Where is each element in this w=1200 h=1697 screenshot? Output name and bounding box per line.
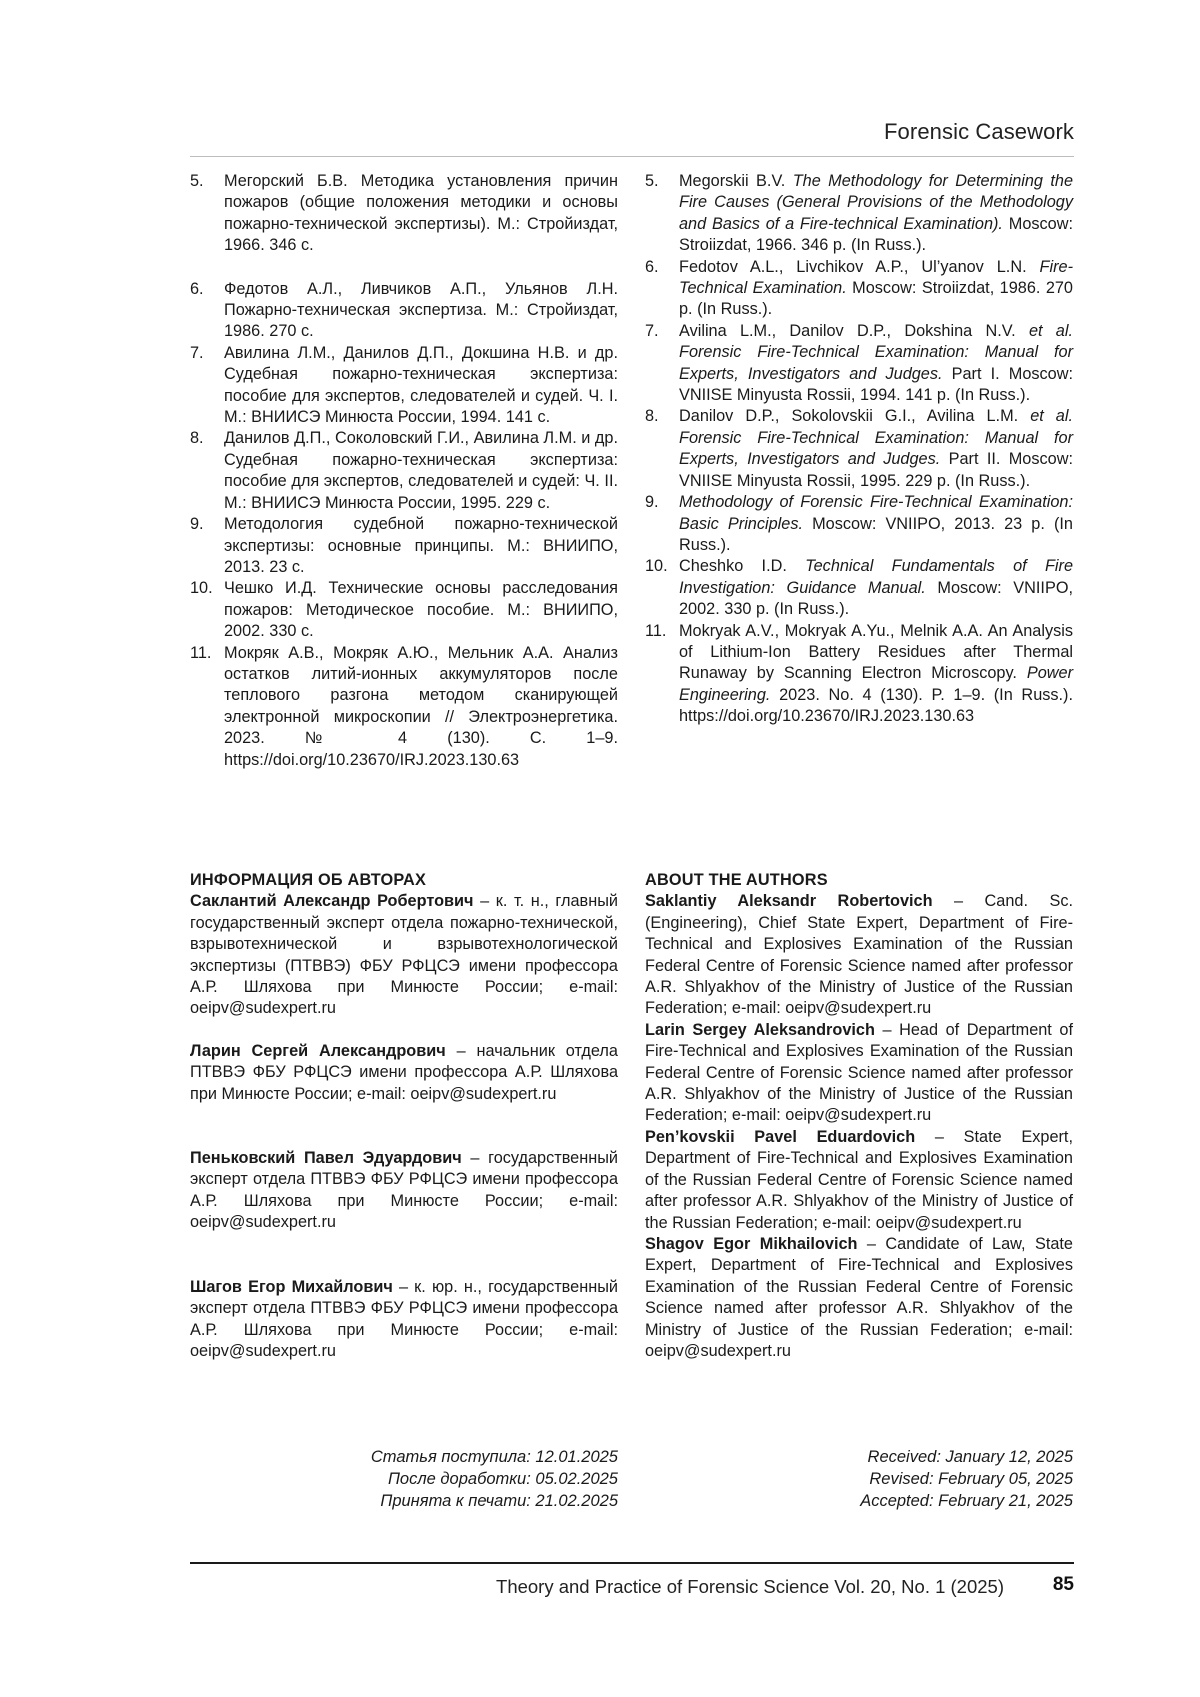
author-entry — [645, 1127, 1073, 1234]
reference-publisher: Part I. Moscow: VNIISE Minyusta Rossii, 1994. 141 p. (In Russ.). — [679, 364, 1073, 405]
reference-publisher: Moscow: Stroiizdat, 1986. 270 p. (In Russ.). — [679, 279, 1073, 319]
reference-item — [190, 643, 618, 771]
author-details: – State Expert, Department of Fire-Technical and Explosives Examination of the Russian Federal Centre of Forensic Science named after professor A.R. Shlyakhov of the Ministry of Justice of the Russian Federation; e-mail: oeipv@sudexpert.ru — [645, 1127, 1073, 1232]
revised-date: Revised: February 05, 2025 — [869, 1470, 1073, 1488]
reference-text: Мегорский Б.В. Методика установления причин пожаров (общие положения методики и основы пожарно-технической экспертизы). М.: Стройиздат, 1966. 346 с. — [224, 172, 618, 255]
section-title: ИНФОРМАЦИЯ ОБ АВТОРАХ — [190, 871, 427, 889]
received-date: Статья поступила: 12.01.2025 — [370, 1448, 618, 1466]
reference-title: Methodology of Forensic Fire-Technical Examination: Basic Principles. — [679, 493, 1073, 533]
author-entry — [190, 1148, 618, 1234]
reference-number: 8. — [645, 407, 659, 426]
reference-number: 5. — [190, 172, 204, 190]
author-entry — [190, 1277, 618, 1363]
reference-text: Чешко И.Д. Технические основы расследования пожаров: Методическое пособие. М.: ВНИИПО, 2002. 330 с. — [224, 579, 618, 641]
author-name: Shagov Egor Mikhailovich — [645, 1234, 858, 1253]
reference-item — [645, 257, 1073, 321]
reference-item — [190, 514, 618, 578]
author-name: Larin Sergey Aleksandrovich — [645, 1020, 875, 1039]
section-title: ABOUT THE AUTHORS — [645, 871, 828, 889]
reference-number: 7. — [645, 321, 659, 340]
reference-number: 6. — [645, 257, 659, 276]
author-details: – Head of Department of Fire-Technical and Explosives Examination of the Russian Federal Centre of Forensic Science named after professor A.R. Shlyakhov of the Ministry of Justice of the Russian Federation; e-mail: oeipv@sudexpert.ru — [645, 1020, 1073, 1125]
author-details: – к. юр. н., государственный эксперт отдела ПТВВЭ ФБУ РФЦСЭ имени профессора А.Р. Шляхова при Минюсте России; e-mail: oeipv@sudexpert.ru — [190, 1277, 618, 1360]
author-name: Пеньковский Павел Эдуардович — [190, 1149, 462, 1168]
reference-item — [190, 171, 618, 257]
reference-text: Данилов Д.П., Соколовский Г.И., Авилина Л.М. и др. Судебная пожарно-техническая экспертиза: пособие для экспертов, следователей и судей: Ч. II. М.: ВНИИСЭ Минюста России, 1995. 229 с. — [224, 429, 618, 512]
reference-item — [645, 406, 1073, 492]
author-entry — [645, 891, 1073, 1019]
authors-en — [645, 870, 1073, 1362]
author-entry — [645, 1234, 1073, 1362]
reference-number: 8. — [190, 429, 204, 448]
reference-authors: Avilina L.M., Danilov D.P., Dokshina N.V. — [679, 321, 1029, 340]
reference-item — [645, 621, 1073, 728]
author-entry — [190, 891, 618, 1019]
reference-authors: Danilov D.P., Sokolovskii G.I., Avilina L.M. — [679, 407, 1031, 426]
author-name: Ларин Сергей Александрович — [190, 1041, 446, 1060]
journal-citation: Theory and Practice of Forensic Science Vol. 20, No. 1 (2025) — [496, 1576, 1004, 1597]
reference-item — [645, 556, 1073, 620]
references-ru — [190, 171, 618, 771]
page-number: 85 — [1052, 1574, 1074, 1595]
reference-publisher: Moscow: VNIIPO, 2013. 23 p. (In Russ.). — [679, 514, 1073, 554]
reference-item — [645, 171, 1073, 257]
reference-item — [190, 428, 618, 514]
author-entry — [645, 1020, 1073, 1127]
author-details: – к. т. н., главный государственный эксперт отдела пожарно-технической, взрывотехнической и взрывотехнологической экспертизы (ПТВВЭ) ФБУ РФЦСЭ имени профессора А.Р. Шляхова при Минюсте России; e-mail: oeipv@sudexpert.ru — [190, 892, 618, 1018]
reference-number: 5. — [645, 172, 659, 190]
reference-publisher: Part II. Moscow: VNIISE Minyusta Rossii, 1995. 229 p. (In Russ.). — [679, 450, 1073, 490]
reference-title: The Methodology for Determining the Fire Causes (General Provisions of the Methodology and Basics of a Fire-technical Examination). — [679, 172, 1073, 233]
revised-date: После доработки: 05.02.2025 — [387, 1470, 618, 1488]
reference-item — [190, 578, 618, 642]
reference-number: 9. — [645, 493, 659, 512]
reference-title: et al. Forensic Fire-Technical Examination: Manual for Experts, Investigators and Judges. — [679, 407, 1073, 469]
reference-item — [645, 492, 1073, 556]
reference-number: 7. — [190, 343, 204, 362]
author-details: – Cand. Sc. (Engineering), Chief State Expert, Department of Fire-Technical and Explosives Examination of the Russian Federal Centre of Forensic Science named after professor A.R. Shlyakhov of the Ministry of Justice of the Russian Federation; e-mail: oeipv@sudexpert.ru — [645, 892, 1073, 1018]
author-name: Pen’kovskii Pavel Eduardovich — [645, 1127, 916, 1146]
references-en — [645, 171, 1073, 728]
header-rule — [190, 156, 1074, 157]
reference-title: Technical Fundamentals of Fire Investigation: Guidance Manual. — [679, 557, 1074, 597]
reference-number: 10. — [190, 579, 213, 598]
reference-publisher: Moscow: VNIIPO, 2002. 330 p. (In Russ.). — [679, 578, 1074, 619]
received-date: Received: January 12, 2025 — [867, 1448, 1073, 1466]
author-details: – Candidate of Law, State Expert, Department of Fire-Technical and Explosives Examination of the Russian Federal Centre of Forensic Science named after professor A.R. Shlyakhov of the Ministry of Justice of the Russian Federation; e-mail: oeipv@sudexpert.ru — [645, 1234, 1073, 1360]
author-entry — [190, 1041, 618, 1105]
reference-authors: Megorskii B.V. — [679, 172, 793, 190]
reference-item — [190, 343, 618, 429]
running-head: Forensic Casework — [884, 119, 1074, 144]
reference-publisher: 2023. No. 4 (130). P. 1–9. (In Russ.). https://doi.org/10.23670/IRJ.2023.130.63 — [679, 685, 1073, 726]
reference-item — [190, 279, 618, 343]
reference-item — [645, 321, 1073, 407]
reference-title: Power Engineering. — [679, 664, 1073, 704]
reference-text: Методология судебной пожарно-технической экспертизы: основные принципы. М.: ВНИИПО, 2013. 23 с. — [224, 515, 618, 576]
author-name: Саклантий Александр Робертович — [190, 892, 474, 911]
reference-number: 10. — [645, 557, 668, 576]
author-details: – государственный эксперт отдела ПТВВЭ ФБУ РФЦСЭ имени профессора А.Р. Шляхова при Минюсте России; e-mail: oeipv@sudexpert.ru — [190, 1149, 618, 1232]
accepted-date: Accepted: February 21, 2025 — [860, 1492, 1073, 1510]
reference-authors: Cheshko I.D. — [679, 557, 806, 576]
reference-text: Авилина Л.М., Данилов Д.П., Докшина Н.В. и др. Судебная пожарно-техническая экспертиза: пособие для экспертов, следователей и судей. Ч. I. М.: ВНИИСЭ Минюста России, 1994. 141 с. — [224, 343, 618, 427]
article-dates-ru — [190, 1446, 618, 1512]
reference-text: Мокряк А.В., Мокряк А.Ю., Мельник А.А. Анализ остатков литий-ионных аккумуляторов после теплового разгона методом сканирующей электронной микроскопии // Электроэнергетика. 2023. № 4 (130). С. 1–9. https://doi.org/10.23670/IRJ.2023.130.63 — [224, 643, 618, 769]
reference-number: 6. — [190, 279, 204, 298]
article-dates-en — [645, 1446, 1073, 1512]
footer-rule — [190, 1562, 1074, 1564]
reference-number: 11. — [190, 643, 212, 662]
reference-publisher: Moscow: Stroiizdat, 1966. 346 p. (In Russ.). — [679, 214, 1073, 255]
reference-authors: Fedotov A.L., Livchikov A.P., Ul’yanov L.N. — [679, 257, 1040, 276]
reference-number: 11. — [645, 621, 667, 640]
reference-title: Fire-Technical Examination. — [679, 257, 1073, 298]
author-name: Шагов Егор Михайлович — [190, 1277, 393, 1296]
reference-title: et al. Forensic Fire-Technical Examination: Manual for Experts, Investigators and Judges. — [679, 321, 1073, 383]
reference-text: Федотов А.Л., Ливчиков А.П., Ульянов Л.Н. Пожарно-техническая экспертиза. М.: Стройиздат, 1986. 270 с. — [224, 279, 618, 341]
author-name: Saklantiy Aleksandr Robertovich — [645, 892, 933, 911]
authors-ru — [190, 870, 618, 1362]
reference-authors: Mokryak A.V., Mokryak A.Yu., Melnik A.A. An Analysis of Lithium-Ion Battery Residues after Thermal Runaway by Scanning Electron Microscopy. — [679, 621, 1073, 683]
reference-number: 9. — [190, 515, 204, 534]
accepted-date: Принята к печати: 21.02.2025 — [380, 1492, 618, 1510]
author-details: – начальник отдела ПТВВЭ ФБУ РФЦСЭ имени профессора А.Р. Шляхова при Минюсте России; e-mail: oeipv@sudexpert.ru — [190, 1041, 618, 1103]
